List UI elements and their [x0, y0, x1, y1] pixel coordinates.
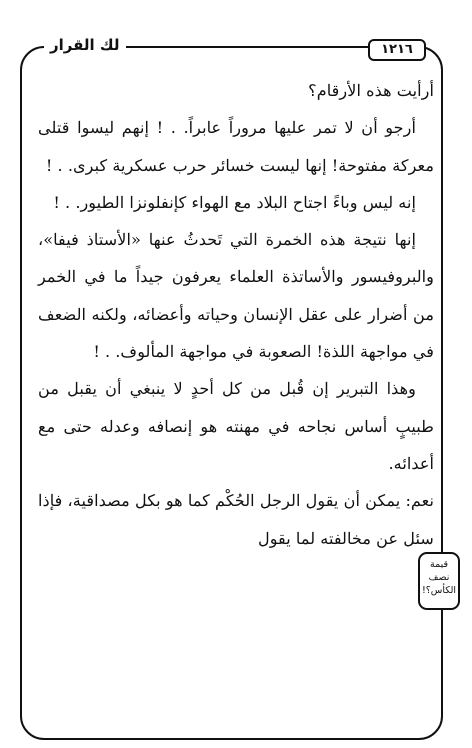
- paragraph-4: إنها نتيجة هذه الخمرة التي تَحدثُ عنها «الأستاذ فيفا»، والبروفيسور والأساتذة العلماء يعرفون جيداً ما في الخمر من أضرار على عقل الإنسان وحياته وأعضائه، ولكنه الضعف في مواجهة اللذة! الصعوبة في مواجهة المألوف. . !: [38, 230, 434, 362]
- margin-note-line: الكأس؟!: [421, 585, 457, 596]
- margin-note-line: نصف: [428, 572, 450, 583]
- paragraph-2: أرجو أن لا تمر عليها مروراً عابراً. . ! إنهم ليسوا قتلى معركة مفتوحة! إنها ليست خسائر حرب عسكرية كبرى. . !: [38, 118, 434, 175]
- body-text: [38, 72, 434, 557]
- paragraph-3: إنه ليس وباءً اجتاح البلاد مع الهواء كإنفلونزا الطيور. . !: [53, 192, 416, 212]
- running-header-title: لك القرار: [44, 34, 126, 56]
- margin-note-line: قيمة: [430, 559, 448, 570]
- paragraph-1: أرأيت هذه الأرقام؟: [308, 81, 434, 100]
- paragraph-5: وهذا التبرير إن قُبل من كل أحدٍ لا ينبغي أن يقبل من طبيبٍ أساس نجاحه في مهنته هو إنصافه وعدله حتى مع أعدائه.: [38, 379, 434, 473]
- margin-note-box: [418, 552, 460, 610]
- page-number: ١٢١٦: [368, 39, 426, 61]
- paragraph-6: نعم: يمكن أن يقول الرجل الحُكْم كما هو بكل مصداقية، فإذا سئل عن مخالفته لما يقول: [38, 491, 434, 548]
